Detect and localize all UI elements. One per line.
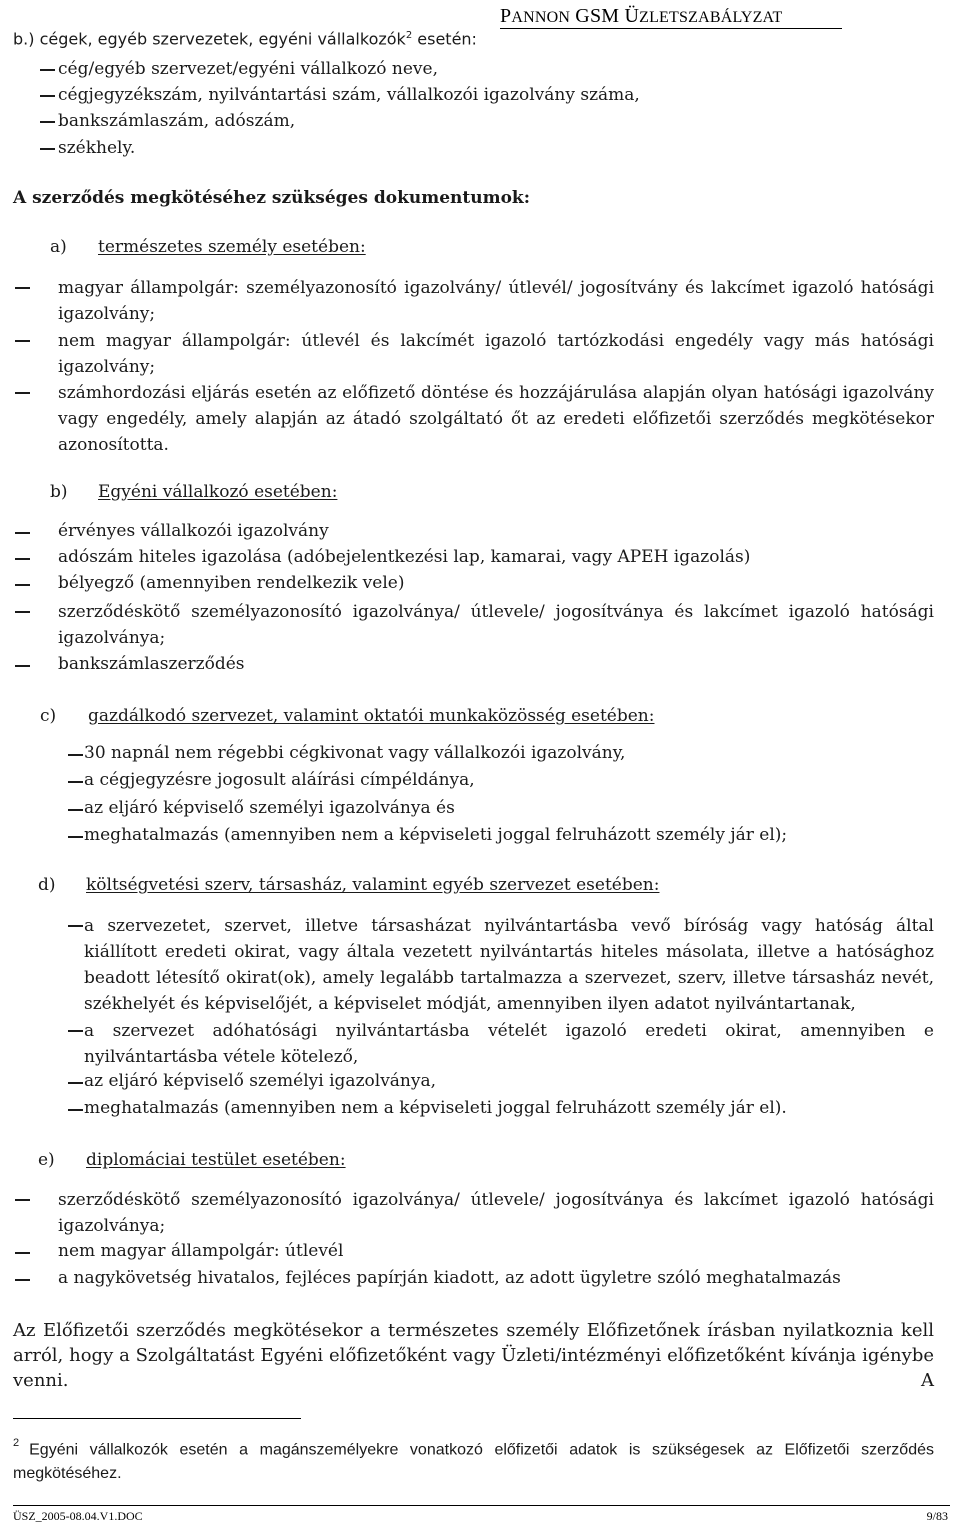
dash-icon: [15, 665, 30, 667]
dash-icon: [68, 781, 83, 783]
closing-paragraph: Az Előfizetői szerződés megkötésekor a természetes személy Előfizetőnek írásban nyilatkoznia kell arról, hogy a Szolgáltatást Egyéni előfizetőként vagy Üzleti/intézményi előfizetőként kívánja igénybe venni. A: [13, 1320, 934, 1391]
subsection-e-title: diplomáciai testület esetében:: [86, 1150, 346, 1170]
list-item: székhely.: [58, 138, 136, 158]
list-item: 30 napnál nem régebbi cégkivonat vagy vállalkozói igazolvány,: [84, 743, 626, 763]
section-b-title-end: esetén:: [412, 29, 477, 49]
subsection-a-letter: a): [50, 237, 67, 257]
list-item: a cégjegyzésre jogosult aláírási címpéldánya,: [84, 770, 475, 790]
dash-icon: [40, 69, 55, 71]
header-title-part: GSM Ü: [570, 5, 640, 27]
dash-icon: [15, 340, 30, 342]
footnote-number: 2: [13, 1437, 20, 1449]
dash-icon: [15, 584, 30, 586]
list-item: érvényes vállalkozói igazolvány: [58, 521, 329, 541]
dash-icon: [15, 1279, 30, 1281]
header-title-part: ANNON: [511, 9, 571, 26]
dash-icon: [68, 836, 83, 838]
dash-icon: [40, 148, 55, 150]
dash-icon: [15, 287, 30, 289]
header-title-part: P: [500, 5, 512, 27]
footer-page-number: 9/83: [926, 1509, 948, 1523]
dash-icon: [68, 809, 83, 811]
section-b-title: [13, 25, 477, 50]
dash-icon: [68, 925, 83, 927]
dash-icon: [15, 558, 30, 560]
footnote-text: Egyéni vállalkozók esetén a magánszemélyekre vonatkozó előfizetői adatok is szükségesek az Előfizetői szerződés megkötéséhez.: [13, 1441, 934, 1483]
footer-filename: ÜSZ_2005-08.04.V1.DOC: [13, 1509, 143, 1523]
subsection-d-letter: d): [38, 875, 56, 895]
list-item: bankszámlaszerződés: [58, 654, 245, 674]
dash-icon: [68, 754, 83, 756]
list-item: nem magyar állampolgár: útlevél: [58, 1241, 344, 1261]
dash-icon: [15, 392, 30, 394]
subsection-b-title: Egyéni vállalkozó esetében:: [98, 482, 338, 502]
section-b-title-text: b.) cégek, egyéb szervezetek, egyéni vállalkozók: [13, 29, 406, 49]
dash-icon: [68, 1109, 83, 1111]
list-item: az eljáró képviselő személyi igazolványa és: [84, 798, 455, 818]
list-item: cégjegyzékszám, nyilvántartási szám, vállalkozói igazolvány száma,: [58, 85, 640, 105]
list-item: szerződéskötő személyazonosító igazolványa/ útlevele/ jogosítványa és lakcímet igazoló hatósági igazolványa;: [58, 1190, 934, 1236]
list-item: bankszámlaszám, adószám,: [58, 111, 296, 131]
list-item: szerződéskötő személyazonosító igazolványa/ útlevele/ jogosítványa és lakcímet igazoló hatósági igazolványa;: [58, 602, 934, 648]
list-item: a nagykövetség hivatalos, fejléces papírján kiadott, az adott ügyletre szóló meghatalmazás: [58, 1268, 841, 1288]
subsection-d-title: költségvetési szerv, társasház, valamint egyéb szervezet esetében:: [86, 875, 660, 895]
subsection-c-letter: c): [40, 706, 57, 726]
docs-heading: A szerződés megkötéséhez szükséges dokumentumok:: [13, 188, 530, 208]
dash-icon: [15, 532, 30, 534]
subsection-c-title: gazdálkodó szervezet, valamint oktatói munkaközösség esetében:: [88, 706, 655, 726]
list-item: nem magyar állampolgár: útlevél és lakcímét igazoló tartózkodási engedély vagy más hatósági igazolvány;: [58, 331, 934, 377]
footnote-separator: [13, 1418, 301, 1419]
dash-icon: [15, 1252, 30, 1254]
header-title-part: ZLETSZABÁLYZAT: [639, 9, 783, 26]
list-item: a szervezet adóhatósági nyilvántartásba vételét igazoló eredeti okirat, amennyiben e nyilvántartásba vétele kötelező,: [84, 1021, 934, 1067]
footnote: [13, 1433, 934, 1486]
list-item: bélyegző (amennyiben rendelkezik vele): [58, 573, 405, 593]
list-item: meghatalmazás (amennyiben nem a képviseleti joggal felruházott személy jár el);: [84, 825, 788, 845]
list-item: az eljáró képviselő személyi igazolványa,: [84, 1071, 437, 1091]
list-item: a szervezetet, szervet, illetve társasházat nyilvántartásba vevő bíróság vagy hatóság által kiállított eredeti okirat, vagy általa vezetett nyilvántartás hiteles másolata, illetve a hatósághoz beadott létesítő okirat(ok), amely legalább tartalmazza a szervezet, szerv, illetve társasház nevét, székhelyét és képviselőjét, a képviselet módját, amennyiben ilyen adatot nyilvántartanak,: [84, 916, 934, 1014]
dash-icon: [40, 95, 55, 97]
subsection-a-title: természetes személy esetében:: [98, 237, 366, 257]
page-header: [500, 4, 842, 29]
footer-rule: [13, 1505, 950, 1506]
list-item: számhordozási eljárás esetén az előfizető döntése és hozzájárulása alapján olyan hatósági igazolvány vagy engedély, amely alapján az átadó szolgáltató őt az eredeti előfizetői szerződés megkötésekor azonosította.: [58, 383, 934, 455]
dash-icon: [68, 1030, 83, 1032]
dash-icon: [68, 1082, 83, 1084]
list-item: adószám hiteles igazolása (adóbejelentkezési lap, kamarai, vagy APEH igazolás): [58, 547, 751, 567]
dash-icon: [40, 121, 55, 123]
list-item: cég/egyéb szervezet/egyéni vállalkozó neve,: [58, 59, 438, 79]
list-item: meghatalmazás (amennyiben nem a képviseleti joggal felruházott személy jár el).: [84, 1098, 787, 1118]
list-item: magyar állampolgár: személyazonosító igazolvány/ útlevél/ jogosítvány és lakcímet igazoló hatósági igazolvány;: [58, 278, 934, 324]
dash-icon: [15, 611, 30, 613]
footnote-ref: 2: [405, 30, 413, 41]
subsection-e-letter: e): [38, 1150, 55, 1170]
subsection-b-letter: b): [50, 482, 68, 502]
dash-icon: [15, 1199, 30, 1201]
